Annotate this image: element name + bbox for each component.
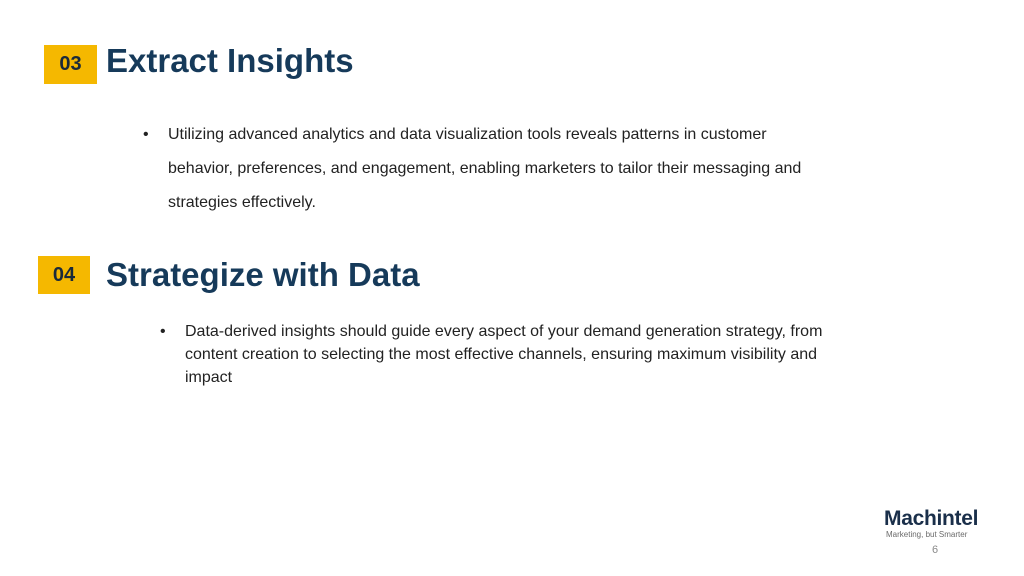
- bullet-item: [160, 320, 840, 389]
- section-title: Extract Insights: [106, 42, 354, 79]
- bullet-item: [143, 118, 823, 220]
- logo-tagline: Marketing, but Smarter: [886, 530, 968, 539]
- section-number: 03: [59, 53, 82, 75]
- section-number: 04: [52, 263, 76, 286]
- logo-name: Machintel: [884, 507, 979, 530]
- bullet-dot: •: [143, 126, 149, 143]
- bullet-text: Utilizing advanced analytics and data visualization tools reveals patterns in customer behavior, preferences, and engagement, enabling marketers to tailor their messaging and strategies effectively.: [168, 126, 802, 211]
- bullet-text: Data-derived insights should guide every aspect of your demand generation strategy, from content creation to selecting the most effective channels, ensuring maximum visibility and impact: [185, 323, 823, 386]
- page-number: 6: [932, 544, 939, 556]
- brand-logo: [884, 508, 984, 539]
- section-title: Strategize with Data: [106, 256, 420, 293]
- section-number-badge: [44, 45, 97, 84]
- bullet-dot: •: [160, 323, 166, 340]
- section-number-badge: [38, 256, 90, 294]
